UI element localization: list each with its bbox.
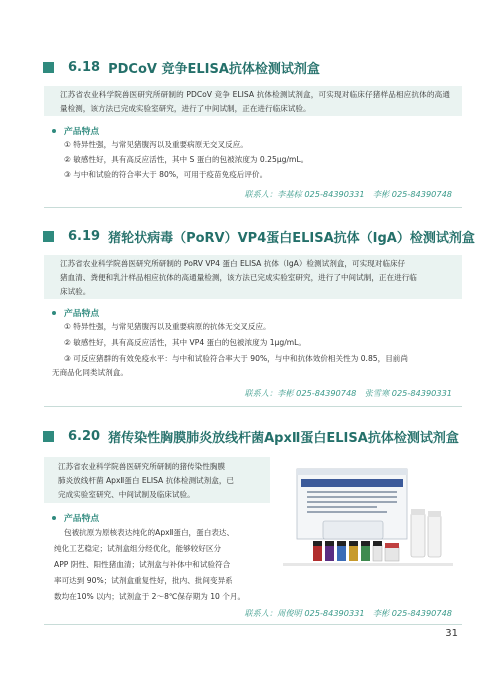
feature-line: 率可达到 90%；试剂盒重复性好，批内、批间变异系 bbox=[54, 576, 233, 585]
features-heading bbox=[52, 124, 99, 137]
divider bbox=[44, 207, 462, 208]
contact-line: 联系人：李基棕 025-84390331 李彬 025-84390748 bbox=[244, 189, 452, 199]
page-number: 31 bbox=[445, 628, 458, 639]
section-title: PDCoV 竞争ELISA抗体检测试剂盒 bbox=[108, 61, 320, 77]
intro-line: 床试验。 bbox=[60, 287, 91, 296]
section-square-icon bbox=[43, 62, 54, 73]
feature-line: 数均在10% 以内；试剂盒于 2～8℃保存期为 10 个月。 bbox=[54, 592, 246, 601]
section-number: 6.20 bbox=[68, 428, 101, 444]
intro-line: 猪血清、粪便和乳汁样品相应抗体的高通量检测，该方法已完成实验室研究，进行了中间试制，正在进行临 bbox=[60, 273, 417, 282]
section-square-icon bbox=[43, 231, 54, 242]
intro-line: 完成实验室研究、中间试制及临床试验。 bbox=[58, 490, 195, 499]
divider bbox=[44, 406, 462, 407]
contact-line: 联系人：李彬 025-84390748 张雪寒 025-84390331 bbox=[244, 388, 452, 398]
divider bbox=[44, 624, 462, 625]
bullet-icon bbox=[52, 129, 56, 133]
section-number: 6.19 bbox=[68, 228, 101, 244]
feature-line: ② 敏感性好，具有高反应活性，其中 S 蛋白的包被浓度为 0.25μg/mL。 bbox=[64, 155, 309, 164]
contact-line: 联系人：周俊明 025-84390331 李彬 025-84390748 bbox=[244, 608, 452, 618]
features-heading bbox=[52, 511, 99, 524]
feature-line: ② 敏感性好，具有高反应活性，其中 VP4 蛋白的包被浓度为 1μg/mL。 bbox=[64, 338, 306, 347]
bullet-icon bbox=[52, 516, 56, 520]
feature-line: 纯化工艺稳定；试剂盒组分经优化，能够较好区分 bbox=[54, 544, 222, 553]
intro-line: 江苏省农业科学院兽医研究所研制的猪传染性胸膜 bbox=[58, 462, 226, 471]
section-number: 6.18 bbox=[68, 59, 101, 75]
features-heading-label: 产品特点 bbox=[64, 514, 100, 524]
section-header-6-18 bbox=[43, 58, 463, 76]
feature-line: ① 特异性强，与常见猪腹泻以及重要病原无交叉反应。 bbox=[64, 140, 248, 149]
section-header-6-20 bbox=[43, 427, 463, 445]
bullet-icon bbox=[52, 311, 56, 315]
feature-line: 包被抗原为原核表达纯化的ApxⅡ蛋白，蛋白表达、 bbox=[64, 528, 235, 537]
product-kit-illustration bbox=[283, 465, 453, 575]
feature-line: 无商品化同类试剂盒。 bbox=[52, 368, 128, 377]
intro-paragraph: 江苏省农业科学院兽医研究所研制的 PDCoV 竞争 ELISA 抗体检测试剂盒，可实现对临床仔猪样品相应抗体的高通量检测，该方法已完成实验室研究，进行了中间试制，正在进行临床试验。 bbox=[60, 90, 450, 113]
feature-line: ③ 与中和试验的符合率大于 80%，可用于疫苗免疫后评价。 bbox=[64, 170, 268, 179]
section-header-6-19 bbox=[43, 227, 475, 246]
intro-line: 肺炎放线杆菌 ApxⅡ蛋白 ELISA 抗体检测试剂盒，已 bbox=[58, 476, 235, 485]
intro-line: 江苏省农业科学院兽医研究所研制的 PoRV VP4 蛋白 ELISA 抗体（IgA）检测试剂盒，可实现对临床仔 bbox=[60, 259, 406, 268]
features-heading-label: 产品特点 bbox=[64, 127, 100, 137]
feature-line: ③ 可反应猪群的有效免疫水平：与中和试验符合率大于 90%，与中和抗体效价相关性为 0.85，目前尚 bbox=[64, 354, 408, 363]
section-square-icon bbox=[43, 431, 54, 442]
feature-line: ① 特异性强，与常见猪腹泻以及重要病原的抗体无交叉反应。 bbox=[64, 322, 271, 331]
product-photo bbox=[283, 465, 453, 575]
features-heading bbox=[52, 306, 99, 319]
section-title: 猪传染性胸膜肺炎放线杆菌ApxⅡ蛋白ELISA抗体检测试剂盒 bbox=[108, 430, 459, 446]
section-title: 猪轮状病毒（PoRV）VP4蛋白ELISA抗体（IgA）检测试剂盒 bbox=[108, 230, 475, 246]
feature-line: APP 阴性、阳性猪血清；试剂盒与补体中和试验符合 bbox=[54, 560, 231, 569]
features-heading-label: 产品特点 bbox=[64, 309, 100, 319]
